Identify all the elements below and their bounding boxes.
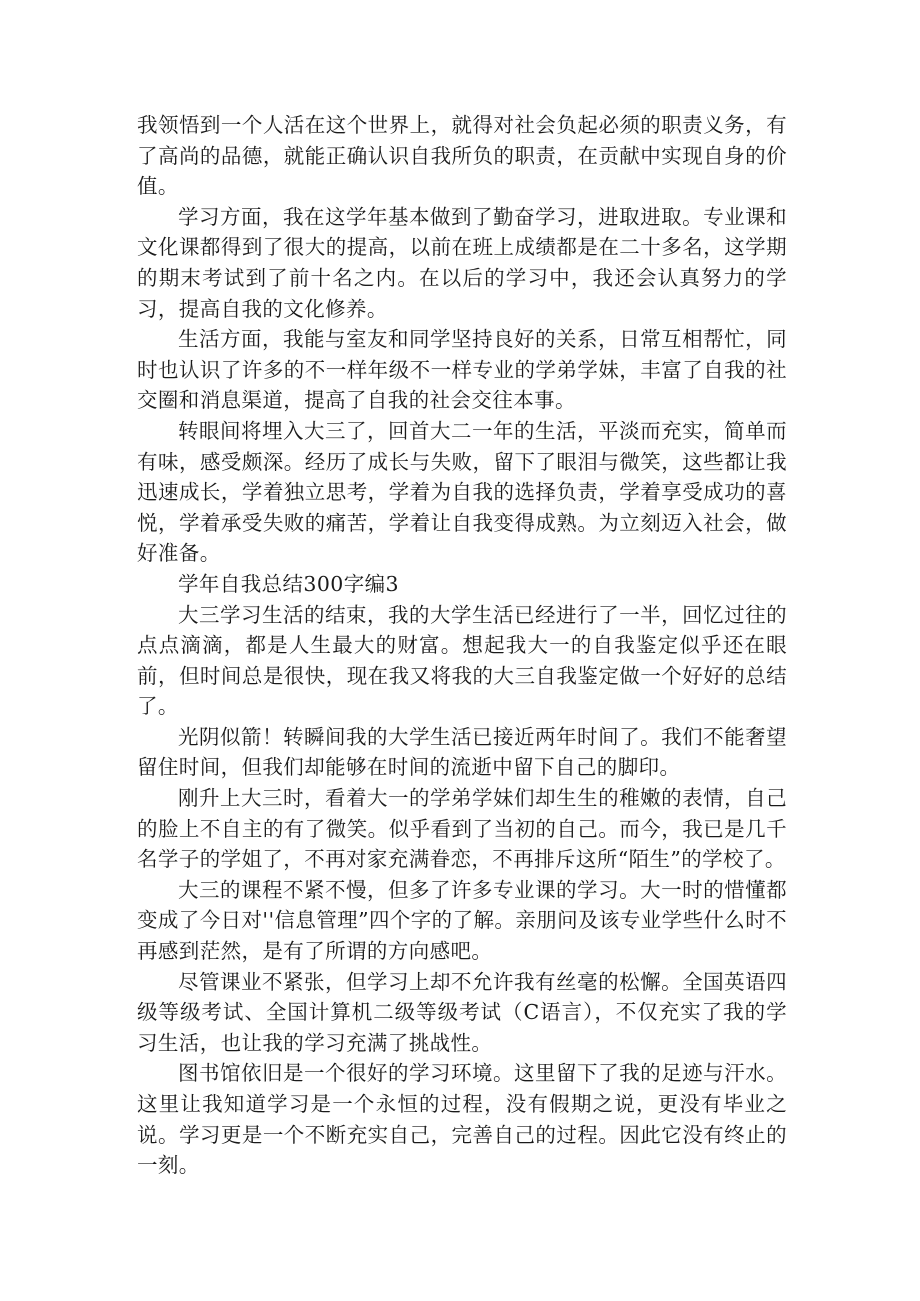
paragraph-7: 刚升上大三时，看着大一的学弟学妹们却生生的稚嫩的表情，自己的脸上不自主的有了微笑。似乎看到了当初的自己。而今，我已是几千名学子的学姐了，不再对家充满眷恋，不再排斥这所“陌生”的学校了。	[137, 786, 787, 872]
paragraph-9: 尽管课业不紧张，但学习上却不允许我有丝毫的松懈。全国英语四级等级考试、全国计算机二级等级考试（C语言），不仅充实了我的学习生活，也让我的学习充满了挑战性。	[137, 969, 787, 1055]
paragraph-5: 大三学习生活的结束，我的大学生活已经进行了一半，回忆过往的点点滴滴，都是人生最大的财富。想起我大一的自我鉴定似乎还在眼前，但时间总是很快，现在我又将我的大三自我鉴定做一个好好的总结了。	[137, 602, 787, 719]
document-body	[137, 110, 787, 1181]
paragraph-10: 图书馆依旧是一个很好的学习环境。这里留下了我的足迹与汗水。这里让我知道学习是一个永恒的过程，没有假期之说，更没有毕业之说。学习更是一个不断充实自己，完善自己的过程。因此它没有终止的一刻。	[137, 1061, 787, 1178]
paragraph-2: 学习方面，我在这学年基本做到了勤奋学习，进取进取。专业课和文化课都得到了很大的提高，以前在班上成绩都是在二十多名，这学期的期末考试到了前十名之内。在以后的学习中，我还会认真努力的学习，提高自我的文化修养。	[137, 204, 787, 321]
paragraph-4: 转眼间将埋入大三了，回首大二一年的生活，平淡而充实，简单而有味，感受颇深。经历了成长与失败，留下了眼泪与微笑，这些都让我迅速成长，学着独立思考，学着为自我的选择负责，学着享受成功的喜悦，学着承受失败的痛苦，学着让自我变得成熟。为立刻迈入社会，做好准备。	[137, 418, 787, 566]
paragraph-6: 光阴似箭！转瞬间我的大学生活已接近两年时间了。我们不能奢望留住时间，但我们却能够在时间的流逝中留下自己的脚印。	[137, 724, 787, 780]
paragraph-3: 生活方面，我能与室友和同学坚持良好的关系，日常互相帮忙，同时也认识了许多的不一样年级不一样专业的学弟学妹，丰富了自我的社交圈和消息渠道，提高了自我的社会交往本事。	[137, 327, 787, 413]
section-heading: 学年自我总结300字编3	[178, 571, 399, 596]
paragraph-1: 我领悟到一个人活在这个世界上，就得对社会负起必须的职责义务，有了高尚的品德，就能正确认识自我所负的职责，在贡献中实现自身的价值。	[137, 113, 787, 199]
paragraph-8: 大三的课程不紧不慢，但多了许多专业课的学习。大一时的惜懂都变成了今日对''信息管理”四个字的了解。亲朋问及该专业学些什么时不再感到茫然，是有了所谓的方向感吧。	[137, 877, 787, 964]
